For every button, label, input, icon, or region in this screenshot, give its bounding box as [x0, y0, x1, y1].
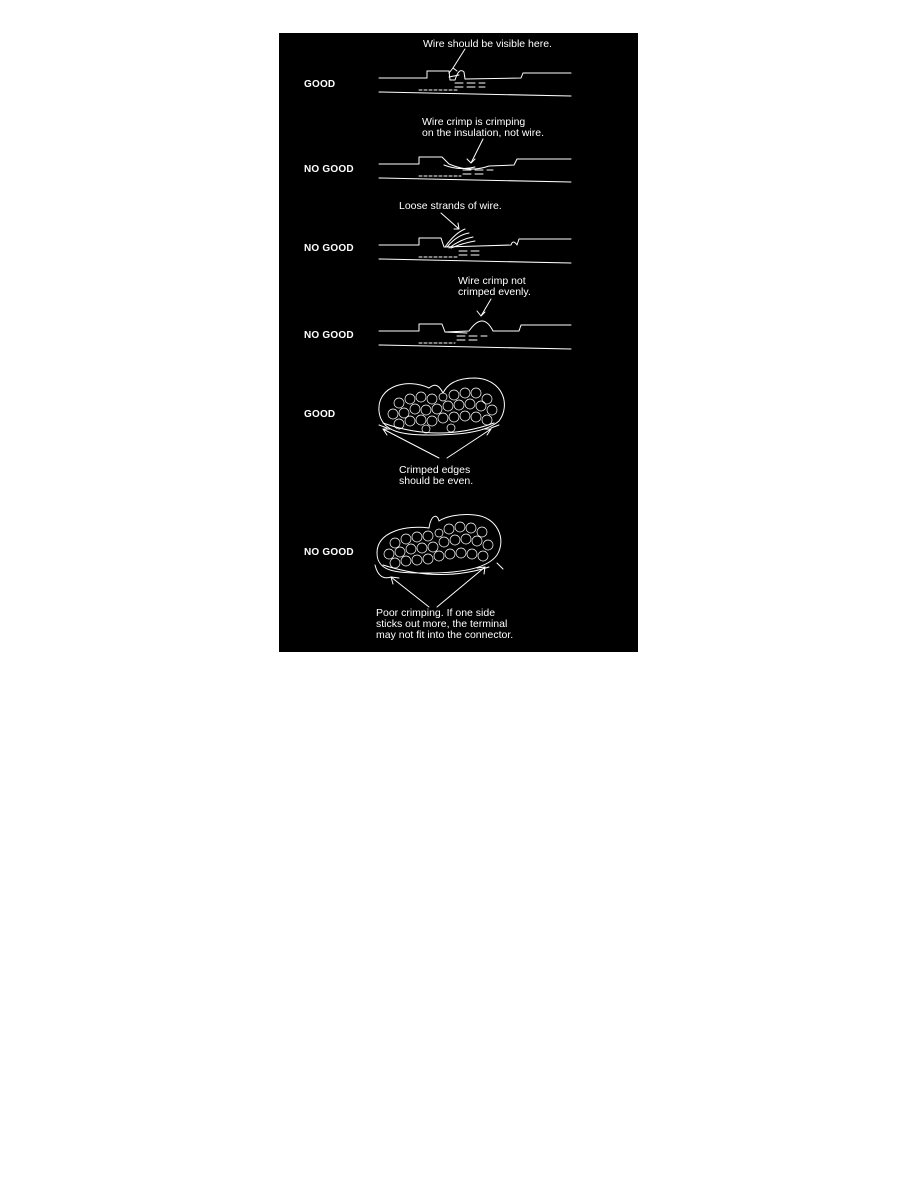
- note-even-edges: Crimped edges should be even.: [399, 464, 474, 487]
- status-label-nogood-4: NO GOOD: [304, 547, 354, 558]
- note-loose-strands: Loose strands of wire.: [399, 200, 502, 212]
- status-label-nogood-1: NO GOOD: [304, 164, 354, 175]
- status-label-nogood-3: NO GOOD: [304, 330, 354, 341]
- note-wire-visible: Wire should be visible here.: [423, 38, 552, 50]
- cross-section-poor: [375, 514, 503, 607]
- crimp-diagram-panel: [279, 33, 638, 652]
- status-label-nogood-2: NO GOOD: [304, 243, 354, 254]
- status-label-good-1: GOOD: [304, 79, 336, 90]
- terminal-uneven-crimp: [379, 299, 571, 349]
- note-insulation-crimp: Wire crimp is crimping on the insulation, not wire.: [422, 116, 544, 139]
- note-poor-crimping: Poor crimping. If one side sticks out more, the terminal may not fit into the connector.: [376, 607, 514, 641]
- terminal-good: [379, 49, 571, 96]
- status-label-good-2: GOOD: [304, 409, 336, 420]
- terminal-insulation-crimp: [379, 139, 571, 182]
- terminal-loose-strands: [379, 213, 571, 263]
- cross-section-good: [379, 378, 504, 458]
- note-uneven-crimp: Wire crimp not crimped evenly.: [458, 275, 531, 298]
